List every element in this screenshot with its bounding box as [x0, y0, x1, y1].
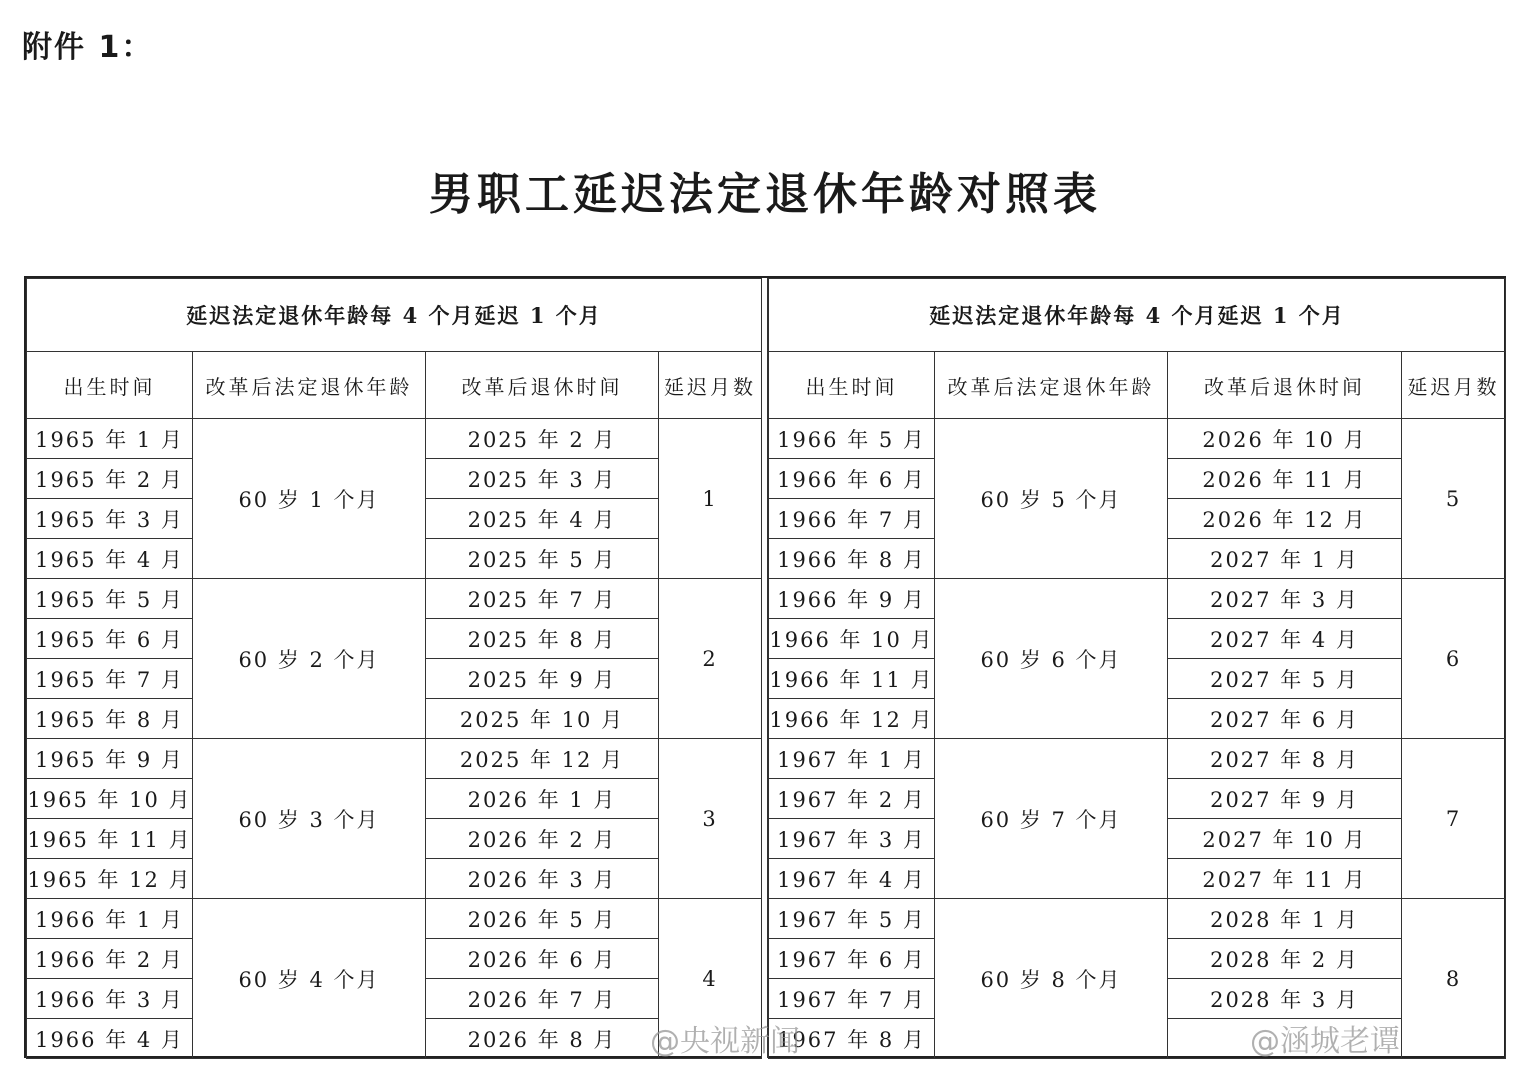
birth-date-cell: 1965 年 10 月	[27, 779, 193, 819]
header-retirement-age: 改革后法定退休年龄	[193, 352, 426, 419]
birth-date-cell: 1965 年 9 月	[27, 739, 193, 779]
birth-date-cell: 1965 年 8 月	[27, 699, 193, 739]
retirement-age-cell: 60 岁 3 个月	[193, 739, 426, 899]
retirement-date-cell: 2025 年 8 月	[426, 619, 659, 659]
retirement-date-cell: 2026 年 3 月	[426, 859, 659, 899]
retirement-age-cell: 60 岁 2 个月	[193, 579, 426, 739]
birth-date-cell: 1967 年 3 月	[769, 819, 935, 859]
delay-months-cell: 6	[1402, 579, 1506, 739]
header-retirement-date: 改革后退休时间	[1168, 352, 1402, 419]
retirement-date-cell: 2026 年 8 月	[426, 1019, 659, 1059]
watermark-cctv: @央视新闻	[650, 1024, 800, 1059]
birth-date-cell: 1965 年 4 月	[27, 539, 193, 579]
table-row	[27, 899, 762, 939]
attachment-label: 附件 1：	[22, 30, 154, 65]
birth-date-cell: 1965 年 11 月	[27, 819, 193, 859]
table-row	[769, 579, 1506, 619]
birth-date-cell: 1966 年 8 月	[769, 539, 935, 579]
table-row	[769, 899, 1506, 939]
header-retirement-date: 改革后退休时间	[426, 352, 659, 419]
retirement-date-cell: 2026 年 1 月	[426, 779, 659, 819]
retirement-date-cell: 2026 年 6 月	[426, 939, 659, 979]
retirement-date-cell: 2025 年 2 月	[426, 419, 659, 459]
comparison-table-left	[26, 278, 762, 1059]
birth-date-cell: 1965 年 3 月	[27, 499, 193, 539]
retirement-date-cell: 2027 年 5 月	[1168, 659, 1402, 699]
birth-date-cell: 1967 年 5 月	[769, 899, 935, 939]
table-row	[769, 419, 1506, 459]
retirement-date-cell: 2028 年 3 月	[1168, 979, 1402, 1019]
retirement-date-cell: 2026 年 5 月	[426, 899, 659, 939]
retirement-age-cell: 60 岁 5 个月	[935, 419, 1168, 579]
header-retirement-age: 改革后法定退休年龄	[935, 352, 1168, 419]
retirement-date-cell: 2027 年 4 月	[1168, 619, 1402, 659]
retirement-age-cell: 60 岁 4 个月	[193, 899, 426, 1059]
retirement-date-cell: 2026 年 2 月	[426, 819, 659, 859]
birth-date-cell: 1965 年 1 月	[27, 419, 193, 459]
birth-date-cell: 1966 年 3 月	[27, 979, 193, 1019]
birth-date-cell: 1966 年 12 月	[769, 699, 935, 739]
delay-months-cell: 2	[659, 579, 762, 739]
retirement-date-cell: 2027 年 6 月	[1168, 699, 1402, 739]
birth-date-cell: 1965 年 7 月	[27, 659, 193, 699]
retirement-date-cell: 2025 年 3 月	[426, 459, 659, 499]
comparison-table-right	[768, 278, 1506, 1059]
delay-months-cell: 8	[1402, 899, 1506, 1059]
retirement-date-cell: 2025 年 4 月	[426, 499, 659, 539]
birth-date-cell: 1966 年 9 月	[769, 579, 935, 619]
header-birth-date: 出生时间	[27, 352, 193, 419]
retirement-date-cell: 2028 年 2 月	[1168, 939, 1402, 979]
birth-date-cell: 1967 年 7 月	[769, 979, 935, 1019]
retirement-date-cell: 2027 年 10 月	[1168, 819, 1402, 859]
retirement-age-cell: 60 岁 1 个月	[193, 419, 426, 579]
retirement-date-cell: 2028 年 1 月	[1168, 899, 1402, 939]
delay-months-cell: 4	[659, 899, 762, 1059]
table-row	[769, 739, 1506, 779]
birth-date-cell: 1966 年 10 月	[769, 619, 935, 659]
retirement-date-cell: 2026 年 12 月	[1168, 499, 1402, 539]
retirement-date-cell: 2027 年 11 月	[1168, 859, 1402, 899]
birth-date-cell: 1965 年 5 月	[27, 579, 193, 619]
group-header: 延迟法定退休年龄每 4 个月延迟 1 个月	[27, 279, 762, 352]
birth-date-cell: 1966 年 1 月	[27, 899, 193, 939]
birth-date-cell: 1967 年 2 月	[769, 779, 935, 819]
birth-date-cell: 1967 年 4 月	[769, 859, 935, 899]
retirement-date-cell: 2025 年 5 月	[426, 539, 659, 579]
retirement-date-cell: 2026 年 11 月	[1168, 459, 1402, 499]
birth-date-cell: 1967 年 1 月	[769, 739, 935, 779]
watermark-author: @涵城老谭	[1250, 1024, 1400, 1059]
birth-date-cell: 1965 年 12 月	[27, 859, 193, 899]
retirement-age-cell: 60 岁 7 个月	[935, 739, 1168, 899]
retirement-date-cell: 2027 年 3 月	[1168, 579, 1402, 619]
table-row	[27, 579, 762, 619]
table-row	[27, 419, 762, 459]
retirement-age-cell: 60 岁 8 个月	[935, 899, 1168, 1059]
header-delay-months: 延迟月数	[1402, 352, 1506, 419]
birth-date-cell: 1966 年 11 月	[769, 659, 935, 699]
header-delay-months: 延迟月数	[659, 352, 762, 419]
table-divider	[761, 278, 768, 1058]
retirement-date-cell: 2026 年 10 月	[1168, 419, 1402, 459]
retirement-age-cell: 60 岁 6 个月	[935, 579, 1168, 739]
birth-date-cell: 1966 年 2 月	[27, 939, 193, 979]
delay-months-cell: 5	[1402, 419, 1506, 579]
birth-date-cell: 1967 年 8 月	[769, 1019, 935, 1059]
retirement-date-cell: 2025 年 10 月	[426, 699, 659, 739]
group-header: 延迟法定退休年龄每 4 个月延迟 1 个月	[769, 279, 1506, 352]
birth-date-cell: 1967 年 6 月	[769, 939, 935, 979]
birth-date-cell: 1965 年 6 月	[27, 619, 193, 659]
delay-months-cell: 3	[659, 739, 762, 899]
header-birth-date: 出生时间	[769, 352, 935, 419]
page-title: 男职工延迟法定退休年龄对照表	[429, 169, 1101, 220]
retirement-date-cell: 2026 年 7 月	[426, 979, 659, 1019]
delay-months-cell: 7	[1402, 739, 1506, 899]
retirement-date-cell: 2027 年 1 月	[1168, 539, 1402, 579]
retirement-date-cell: 2025 年 7 月	[426, 579, 659, 619]
retirement-date-cell: 2027 年 9 月	[1168, 779, 1402, 819]
birth-date-cell: 1966 年 7 月	[769, 499, 935, 539]
table-row	[27, 739, 762, 779]
retirement-date-cell: 2025 年 12 月	[426, 739, 659, 779]
retirement-date-cell: 2027 年 8 月	[1168, 739, 1402, 779]
birth-date-cell: 1966 年 6 月	[769, 459, 935, 499]
birth-date-cell: 1966 年 4 月	[27, 1019, 193, 1059]
retirement-date-cell: 2025 年 9 月	[426, 659, 659, 699]
birth-date-cell: 1966 年 5 月	[769, 419, 935, 459]
birth-date-cell: 1965 年 2 月	[27, 459, 193, 499]
delay-months-cell: 1	[659, 419, 762, 579]
